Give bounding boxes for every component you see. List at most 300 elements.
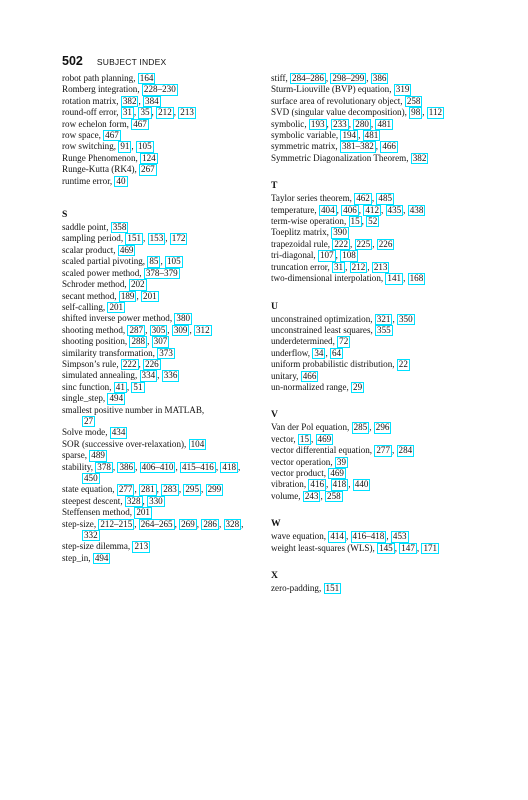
ref-separator: , xyxy=(147,336,152,347)
page-reference-link[interactable]: 34 xyxy=(314,347,324,358)
page-reference-link[interactable]: 378–379 xyxy=(145,267,178,278)
page-reference-link[interactable]: 233 xyxy=(333,118,347,129)
ref-separator: , xyxy=(136,290,142,301)
page-reference-link[interactable]: 382 xyxy=(122,95,137,106)
index-term: zero-padding, xyxy=(271,583,324,593)
index-term: underflow, xyxy=(271,347,313,358)
ref-separator: , xyxy=(311,433,316,444)
page-reference-link[interactable]: 31 xyxy=(334,261,344,272)
ref-separator: , xyxy=(416,542,422,553)
page-reference-link[interactable]: 312 xyxy=(196,324,210,335)
ref-separator: , xyxy=(142,495,148,506)
ref-separator: , xyxy=(403,273,408,284)
ref-separator: , xyxy=(126,381,132,392)
index-term: row echelon form, xyxy=(62,118,132,129)
index-entry xyxy=(62,96,274,107)
index-term: symmetric matrix, xyxy=(271,141,340,152)
index-entry xyxy=(271,371,501,382)
page-reference-link[interactable]: 287 xyxy=(129,324,144,335)
page-reference-link[interactable]: 27 xyxy=(84,415,94,426)
index-entry xyxy=(62,279,274,290)
page-reference-link[interactable]: 243 xyxy=(304,490,319,501)
page-reference-link[interactable]: 412 xyxy=(365,204,379,215)
ref-separator: , xyxy=(380,204,386,215)
index-entry xyxy=(62,553,274,564)
page-reference-link[interactable]: 467 xyxy=(133,118,147,129)
index-entry xyxy=(62,176,274,187)
index-term: round-off error, xyxy=(62,107,121,118)
page-reference-link[interactable]: 172 xyxy=(171,233,186,244)
page-reference-link[interactable]: 151 xyxy=(325,583,340,593)
page-reference-link[interactable]: 108 xyxy=(342,250,356,261)
page-reference-link[interactable]: 226 xyxy=(145,358,159,369)
ref-separator: , xyxy=(372,238,377,249)
page-reference-link[interactable]: 41 xyxy=(115,381,125,392)
index-entry xyxy=(62,359,274,370)
page-reference-link[interactable]: 404 xyxy=(320,204,335,215)
index-term: single_step, xyxy=(62,393,108,404)
index-term: step-size, xyxy=(62,518,99,529)
index-term: sinc function, xyxy=(62,381,114,392)
ref-separator: , xyxy=(165,233,170,244)
page-reference-link[interactable]: 418 xyxy=(222,461,237,472)
page-reference-link[interactable]: 153 xyxy=(149,233,164,244)
section-letter-heading: V xyxy=(271,409,278,421)
page-reference-link[interactable]: 358 xyxy=(112,222,127,233)
index-entry xyxy=(271,583,501,594)
index-term: simulated annealing, xyxy=(62,370,140,381)
index-term: vibration, xyxy=(271,479,309,490)
page-reference-link[interactable]: 280 xyxy=(355,118,369,129)
index-entry xyxy=(62,268,274,279)
page-reference-link[interactable]: 467 xyxy=(105,130,119,141)
page-reference-link[interactable]: 40 xyxy=(116,175,126,186)
page-reference-link[interactable]: 494 xyxy=(94,552,109,563)
page-reference-link[interactable]: 334 xyxy=(141,370,156,381)
page-reference-link[interactable]: 435 xyxy=(387,204,402,215)
page-reference-link[interactable]: 462 xyxy=(356,193,370,204)
page-reference-link[interactable]: 15 xyxy=(350,216,360,227)
index-entry xyxy=(271,348,501,359)
page-reference-link[interactable]: 295 xyxy=(185,484,200,495)
index-entry xyxy=(271,359,501,370)
index-term: runtime error, xyxy=(62,175,115,186)
index-entry xyxy=(271,141,501,152)
ref-separator: , xyxy=(151,107,157,118)
page-reference-link[interactable]: 406–410 xyxy=(141,461,174,472)
index-term: scaled power method, xyxy=(62,267,144,278)
page-reference-link[interactable]: 91 xyxy=(120,141,130,152)
page-reference-link[interactable]: 469 xyxy=(317,433,332,444)
section-letter-heading: U xyxy=(271,300,278,312)
ref-separator: , xyxy=(145,324,150,335)
ref-separator: , xyxy=(392,313,397,324)
page-reference-link[interactable]: 258 xyxy=(406,95,421,106)
ref-separator: , xyxy=(218,518,224,529)
section-spacer xyxy=(271,164,501,178)
index-entry xyxy=(62,256,274,267)
ref-separator: , xyxy=(325,73,331,83)
index-entry-continuation xyxy=(62,530,274,541)
index-entry-continuation xyxy=(62,416,274,427)
ref-separator: , xyxy=(196,518,202,529)
index-term: shifted inverse power method, xyxy=(62,313,175,324)
index-term: trapezoidal rule, xyxy=(271,238,333,249)
page-reference-link[interactable]: 494 xyxy=(109,393,124,404)
index-term: vector operation, xyxy=(271,456,335,467)
index-term: scalar product, xyxy=(62,244,118,255)
page-reference-link[interactable]: 382 xyxy=(412,152,427,163)
page-reference-link[interactable]: 213 xyxy=(180,107,194,118)
ref-separator: , xyxy=(133,107,139,118)
index-entry xyxy=(271,422,501,433)
page-reference-link[interactable]: 386 xyxy=(372,73,387,83)
index-entry xyxy=(271,239,501,250)
page-reference-link[interactable]: 481 xyxy=(364,130,379,141)
ref-separator: , xyxy=(134,518,139,529)
index-entry xyxy=(62,73,274,84)
page-reference-link[interactable]: 258 xyxy=(327,490,341,501)
section-spacer xyxy=(271,285,501,299)
page-reference-link[interactable]: 330 xyxy=(149,495,163,506)
index-term: Van der Pol equation, xyxy=(271,422,352,433)
page-reference-link[interactable]: 201 xyxy=(143,290,157,301)
index-entry xyxy=(271,96,501,107)
index-term: smallest positive number in MATLAB, xyxy=(62,404,205,415)
page-reference-link[interactable]: 107 xyxy=(319,250,334,261)
ref-separator: , xyxy=(138,358,144,369)
page-reference-link[interactable]: 151 xyxy=(127,233,142,244)
section-letter-heading: T xyxy=(271,180,278,192)
page-reference-link[interactable]: 39 xyxy=(336,456,346,467)
page-reference-link[interactable]: 104 xyxy=(190,438,205,449)
page-reference-link[interactable]: 277 xyxy=(118,484,133,495)
page-reference-link[interactable]: 450 xyxy=(84,473,98,483)
page-reference-link[interactable]: 307 xyxy=(153,336,168,347)
index-entry xyxy=(271,325,501,336)
index-term: vector, xyxy=(271,433,298,444)
index-entry xyxy=(62,450,274,461)
page-reference-link[interactable]: 29 xyxy=(353,381,363,392)
index-term: Simpson’s rule, xyxy=(62,358,121,369)
ref-separator: , xyxy=(326,479,331,490)
ref-separator: , xyxy=(370,118,376,129)
page-reference-link[interactable]: 390 xyxy=(333,227,347,238)
page-reference-link[interactable]: 213 xyxy=(134,541,149,552)
page-reference-link[interactable]: 373 xyxy=(159,347,173,358)
page-reference-link[interactable]: 469 xyxy=(119,244,134,255)
running-head: SUBJECT INDEX xyxy=(96,57,167,67)
ref-separator: , xyxy=(375,141,381,152)
page-reference-link[interactable]: 350 xyxy=(398,313,413,324)
index-term: Schroder method, xyxy=(62,279,129,290)
page-reference-link[interactable]: 416–418 xyxy=(352,531,385,542)
page-reference-link[interactable]: 434 xyxy=(111,427,126,438)
index-entry xyxy=(62,507,274,518)
page-reference-link[interactable]: 415–416 xyxy=(182,461,214,472)
page-reference-link[interactable]: 98 xyxy=(411,107,421,118)
page-reference-link[interactable]: 64 xyxy=(331,347,342,358)
index-entry xyxy=(62,130,274,141)
index-entry xyxy=(62,245,274,256)
ref-separator: , xyxy=(178,484,184,495)
ref-separator: , xyxy=(112,461,118,472)
index-term: truncation error, xyxy=(271,261,332,272)
index-term: uniform probabilistic distribution, xyxy=(271,359,397,370)
index-entry xyxy=(271,468,501,479)
page-reference-link[interactable]: 228–230 xyxy=(143,84,176,95)
page-reference-link[interactable]: 277 xyxy=(376,445,390,456)
page-reference-link[interactable]: 481 xyxy=(377,118,392,129)
index-entry xyxy=(271,130,501,141)
page-reference-link[interactable]: 281 xyxy=(141,484,155,495)
ref-separator: , xyxy=(335,250,341,261)
page-reference-link[interactable]: 286 xyxy=(203,518,217,529)
index-entry xyxy=(62,348,274,359)
page-reference-link[interactable]: 305 xyxy=(151,324,166,335)
section-spacer xyxy=(271,393,501,407)
index-term: sparse, xyxy=(62,450,90,461)
page-reference-link[interactable]: 264–265 xyxy=(140,518,173,529)
section-spacer xyxy=(271,554,501,568)
page-reference-link[interactable]: 124 xyxy=(142,152,156,163)
index-entry xyxy=(271,73,501,84)
index-term: Taylor series theorem, xyxy=(271,193,355,204)
page-reference-link[interactable]: 380 xyxy=(176,313,191,324)
page-reference-link[interactable]: 226 xyxy=(378,238,393,249)
page-reference-link[interactable]: 284 xyxy=(398,445,413,456)
page-reference-link[interactable]: 386 xyxy=(119,461,134,472)
page-reference-link[interactable]: 416 xyxy=(310,479,325,490)
page-reference-link[interactable]: 15 xyxy=(299,433,309,444)
index-entry xyxy=(62,222,274,233)
page-reference-link[interactable]: 489 xyxy=(91,450,105,461)
page-reference-link[interactable]: 222 xyxy=(334,238,348,249)
page-reference-link[interactable]: 438 xyxy=(409,204,424,215)
page-reference-link[interactable]: 321 xyxy=(376,313,391,324)
page-reference-link[interactable]: 212 xyxy=(351,261,366,272)
page-reference-link[interactable]: 384 xyxy=(145,95,159,106)
page-reference-link[interactable]: 288 xyxy=(131,336,146,347)
page-reference-link[interactable]: 105 xyxy=(137,141,152,152)
index-entry xyxy=(62,405,274,416)
page-reference-link[interactable]: 85 xyxy=(149,256,159,267)
index-entry xyxy=(62,462,274,473)
index-entry xyxy=(62,393,274,404)
page-reference-link[interactable]: 35 xyxy=(140,107,150,118)
ref-separator: , xyxy=(348,479,353,490)
index-term: temperature, xyxy=(271,204,319,215)
page-reference-link[interactable]: 378 xyxy=(97,461,111,472)
page-reference-link[interactable]: 212 xyxy=(158,107,172,118)
index-term: vector differential equation, xyxy=(271,445,375,456)
page-reference-link[interactable]: 51 xyxy=(133,381,143,392)
ref-separator: , xyxy=(143,233,148,244)
page-reference-link[interactable]: 469 xyxy=(330,467,344,478)
page-reference-link[interactable]: 193 xyxy=(310,118,325,129)
index-term: state equation, xyxy=(62,484,117,495)
index-entry xyxy=(271,193,501,204)
index-term: stability, xyxy=(62,461,96,472)
index-term: un-normalized range, xyxy=(271,381,352,392)
page-reference-link[interactable]: 355 xyxy=(377,324,391,335)
page-reference-link[interactable]: 285 xyxy=(353,422,368,433)
page-reference-link[interactable]: 189 xyxy=(120,290,135,301)
page-reference-link[interactable]: 319 xyxy=(395,84,410,95)
index-term: Solve mode, xyxy=(62,427,110,438)
page-reference-link[interactable]: 168 xyxy=(409,273,424,284)
page-reference-link[interactable]: 105 xyxy=(167,256,181,267)
index-entry xyxy=(271,250,501,261)
page-reference-link[interactable]: 201 xyxy=(109,301,124,312)
page-reference-link[interactable]: 141 xyxy=(387,273,402,284)
index-entry xyxy=(271,457,501,468)
page-reference-link[interactable]: 328 xyxy=(225,518,240,529)
section-spacer xyxy=(62,187,274,207)
index-term: Sturm-Liouville (BVP) equation, xyxy=(271,84,394,95)
page-reference-link[interactable]: 453 xyxy=(392,531,407,542)
page-reference-link[interactable]: 299 xyxy=(207,484,222,495)
index-term: unconstrained optimization, xyxy=(271,313,375,324)
page-reference-link[interactable]: 145 xyxy=(379,542,393,553)
ref-separator: , xyxy=(157,370,162,381)
ref-separator: , xyxy=(350,238,355,249)
page-reference-link[interactable]: 201 xyxy=(136,507,150,518)
page-reference-link[interactable]: 284–286 xyxy=(292,73,324,83)
index-entry xyxy=(271,262,501,273)
page-reference-link[interactable]: 267 xyxy=(141,164,155,175)
index-term: step_in, xyxy=(62,552,93,563)
page-reference-link[interactable]: 283 xyxy=(163,484,177,495)
ref-separator: , xyxy=(358,130,363,141)
page-reference-link[interactable]: 332 xyxy=(84,530,98,541)
ref-separator: , xyxy=(348,118,354,129)
index-entry xyxy=(62,107,274,118)
index-term: steepest descent, xyxy=(62,495,125,506)
index-entry xyxy=(271,273,501,284)
index-term: sampling period, xyxy=(62,233,126,244)
page-number: 502 xyxy=(62,54,83,68)
index-entry xyxy=(271,336,501,347)
index-term: self-calling, xyxy=(62,301,108,312)
index-entry xyxy=(62,336,274,347)
page-reference-link[interactable]: 225 xyxy=(356,238,371,249)
index-entry xyxy=(271,153,501,164)
index-term: shooting method, xyxy=(62,324,128,335)
page-reference-link[interactable]: 213 xyxy=(373,261,388,272)
index-entry xyxy=(271,445,501,456)
index-term: robot path planning, xyxy=(62,73,138,83)
index-term: Romberg integration, xyxy=(62,84,142,95)
page-reference-link[interactable]: 269 xyxy=(181,518,195,529)
page-reference-link[interactable]: 222 xyxy=(122,358,137,369)
ref-separator: , xyxy=(320,490,326,501)
page-reference-link[interactable]: 466 xyxy=(302,370,317,381)
index-term: step-size dilemma, xyxy=(62,541,133,552)
ref-separator: , xyxy=(135,461,140,472)
index-entry xyxy=(62,519,274,530)
index-entry xyxy=(271,205,501,216)
ref-separator: , xyxy=(345,531,351,542)
ref-separator: , xyxy=(174,518,180,529)
page-reference-link[interactable]: 336 xyxy=(163,370,178,381)
index-entry xyxy=(62,325,274,336)
index-term: stiff, xyxy=(271,73,291,83)
index-term: similarity transformation, xyxy=(62,347,158,358)
page-reference-link[interactable]: 147 xyxy=(401,542,415,553)
ref-separator: , xyxy=(366,73,371,83)
index-entry xyxy=(271,531,501,542)
index-term: term-wise operation, xyxy=(271,216,349,227)
ref-separator: , xyxy=(394,542,400,553)
index-term: vector product, xyxy=(271,467,329,478)
index-column-right xyxy=(271,73,501,594)
ref-separator: , xyxy=(156,484,162,495)
page-reference-link[interactable]: 171 xyxy=(423,542,438,553)
section-letter-heading: X xyxy=(271,570,278,581)
page-reference-link[interactable]: 296 xyxy=(375,422,390,433)
index-term: shooting position, xyxy=(62,336,130,347)
page-reference-link[interactable]: 381–382 xyxy=(341,141,374,152)
page-reference-link[interactable]: 22 xyxy=(398,359,408,370)
ref-separator: , xyxy=(325,347,330,358)
page-reference-link[interactable]: 485 xyxy=(378,193,393,204)
page-reference-link[interactable]: 52 xyxy=(368,216,378,227)
page-reference-link[interactable]: 194 xyxy=(342,130,357,141)
index-term: two-dimensional interpolation, xyxy=(271,273,386,284)
index-term: weight least-squares (WLS), xyxy=(271,542,378,553)
index-entry xyxy=(271,107,501,118)
index-entry xyxy=(62,370,274,381)
index-term: SVD (singular value decomposition), xyxy=(271,107,410,118)
ref-separator: , xyxy=(336,204,342,215)
page-reference-link[interactable]: 72 xyxy=(339,336,349,347)
ref-separator: , xyxy=(345,261,350,272)
page-reference-link[interactable]: 112 xyxy=(428,107,443,118)
ref-separator: , xyxy=(167,324,172,335)
index-term: Runge-Kutta (RK4), xyxy=(62,164,140,175)
ref-separator: , xyxy=(358,204,364,215)
page-reference-link[interactable]: 298–299 xyxy=(332,73,365,83)
index-term: symbolic, xyxy=(271,118,309,129)
page-reference-link[interactable]: 309 xyxy=(173,324,188,335)
index-entry xyxy=(62,84,274,95)
section-letter-heading: S xyxy=(62,209,68,221)
page-reference-link[interactable]: 414 xyxy=(330,531,344,542)
page-reference-link[interactable]: 466 xyxy=(382,141,396,152)
page-reference-link[interactable]: 212–215 xyxy=(100,518,133,529)
page-reference-link[interactable]: 418 xyxy=(332,479,347,490)
ref-separator: , xyxy=(131,141,136,152)
page-reference-link[interactable]: 164 xyxy=(139,73,154,83)
page-reference-link[interactable]: 440 xyxy=(354,479,369,490)
index-entry xyxy=(271,314,501,325)
ref-separator: , xyxy=(326,118,332,129)
index-entry xyxy=(62,496,274,507)
index-entry xyxy=(62,382,274,393)
index-term: unitary, xyxy=(271,370,301,381)
page-reference-link[interactable]: 31 xyxy=(122,107,132,118)
page-reference-link[interactable]: 202 xyxy=(130,279,145,290)
page-reference-link[interactable]: 328 xyxy=(126,495,141,506)
index-term: secant method, xyxy=(62,290,119,301)
index-entry xyxy=(271,216,501,227)
page-reference-link[interactable]: 406 xyxy=(343,204,357,215)
index-entry xyxy=(271,227,501,238)
index-term: Symmetric Diagonalization Theorem, xyxy=(271,152,411,163)
ref-separator: , xyxy=(175,461,181,472)
index-term: row switching, xyxy=(62,141,119,152)
